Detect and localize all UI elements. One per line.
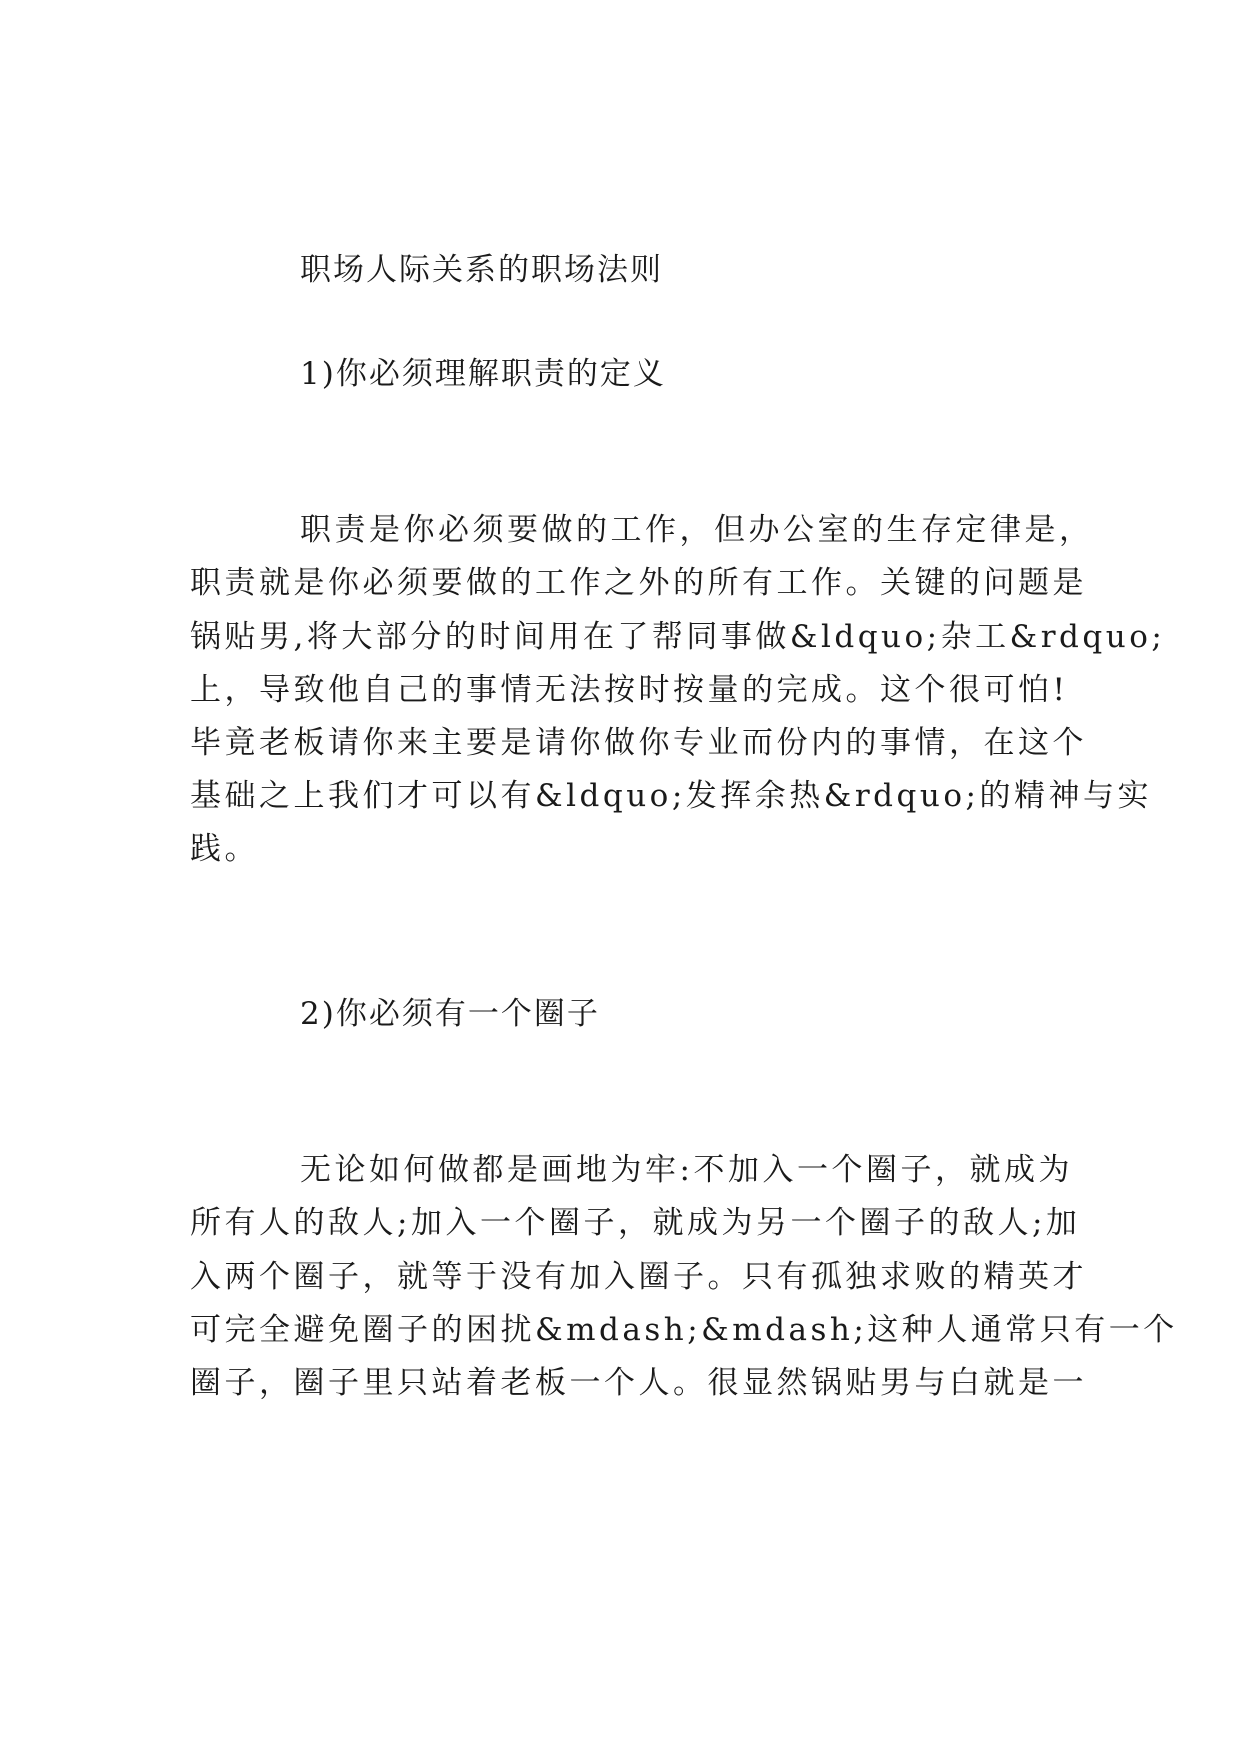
document-title: 职场人际关系的职场法则 (300, 252, 663, 288)
section-1-line-4: 上，导致他自己的事情无法按时按量的完成。这个很可怕! (190, 672, 1069, 708)
section-2-line-5: 圈子，圈子里只站着老板一个人。很显然锅贴男与白就是一 (190, 1365, 1087, 1401)
section-1-heading: 1)你必须理解职责的定义 (300, 356, 666, 392)
section-1-line-7: 践。 (190, 831, 259, 867)
section-2-line-2: 所有人的敌人;加入一个圈子，就成为另一个圈子的敌人;加 (190, 1205, 1081, 1241)
section-2-line-4: 可完全避免圈子的困扰&mdash;&mdash;这种人通常只有一个 (190, 1312, 1178, 1348)
section-1-line-6: 基础之上我们才可以有&ldquo;发挥余热&rdquo;的精神与实 (190, 778, 1152, 814)
section-1-line-1: 职责是你必须要做的工作，但办公室的生存定律是， (300, 512, 1094, 548)
section-1-line-5: 毕竟老板请你来主要是请你做你专业而份内的事情，在这个 (190, 725, 1087, 761)
section-2-line-3: 入两个圈子，就等于没有加入圈子。只有孤独求败的精英才 (190, 1259, 1087, 1295)
section-2-heading: 2)你必须有一个圈子 (300, 996, 600, 1032)
section-2-line-1: 无论如何做都是画地为牢:不加入一个圈子，就成为 (300, 1152, 1073, 1188)
section-1-line-2: 职责就是你必须要做的工作之外的所有工作。关键的问题是 (190, 565, 1087, 601)
section-1-line-3: 锅贴男,将大部分的时间用在了帮同事做&ldquo;杂工&rdquo; (190, 619, 1166, 655)
